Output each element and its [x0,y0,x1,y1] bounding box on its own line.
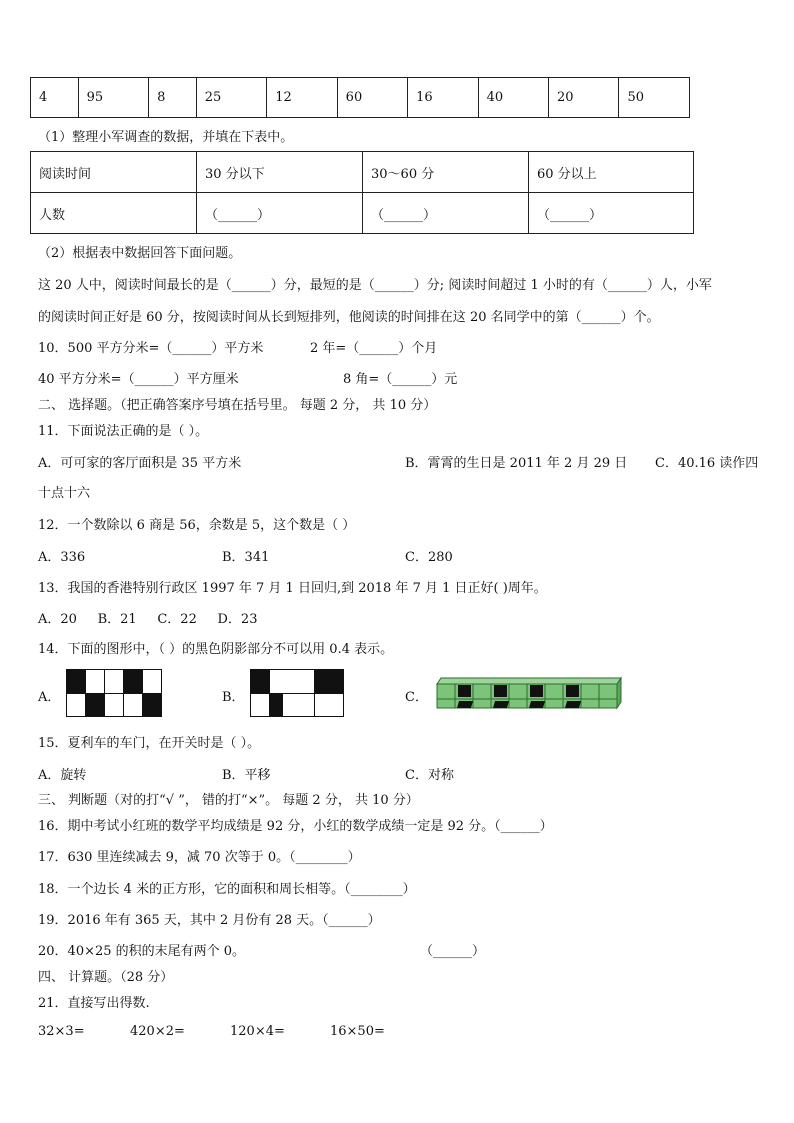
header-cell: 阅读时间 [31,152,197,193]
question-15-option-c: C．对称 [405,768,454,783]
data-cell: 12 [267,78,337,118]
section-3-heading: 三、 判断题（对的打“√ ”， 错的打“×”。 每题 2 分， 共 10 分） [38,793,419,808]
cube-strip-top [437,678,621,684]
question-9-part2: （2）根据表中数据回答下面问题。 [38,246,242,261]
data-cell: 60 [337,78,407,118]
question-15: 15．夏利车的车门，在开关时是（ ）。 [38,736,261,751]
section-2-heading: 二、 选择题。（把正确答案序号填在括号里。 每题 2 分， 共 10 分） [38,398,437,413]
data-cell: 8 [149,78,197,118]
question-12-option-b: B．341 [222,550,270,565]
calc-item: 32×3= [38,1024,85,1039]
section-4-heading: 四、 计算题。（28 分） [38,970,174,985]
answer-blank[interactable]: （______） [363,193,529,234]
calc-item: 16×50= [330,1024,385,1039]
question-10a: 10．500 平方分米=（______）平方米 [38,341,264,356]
question-14-option-b-label: B． [222,690,245,705]
question-10c: 40 平方分米=（______）平方厘米 [38,372,239,387]
question-12: 12．一个数除以 6 商是 56，余数是 5，这个数是（ ） [38,518,356,533]
row-label: 人数 [31,193,197,234]
header-cell: 60 分以上 [529,152,694,193]
question-11: 11．下面说法正确的是（ ）。 [38,424,209,439]
question-9-text-line1: 这 20 人中，阅读时间最长的是（______）分，最短的是（______）分; 阅读时间超过 1 小时的有（______）人，小军 [38,278,712,293]
answer-blank[interactable]: （______） [529,193,694,234]
question-20: 20．40×25 的积的末尾有两个 0。 [38,944,246,959]
question-14: 14．下面的图形中，（ ）的黑色阴影部分不可以用 0.4 表示。 [38,642,394,657]
cube-strip-c [433,675,623,711]
question-14-option-c-label: C． [405,690,428,705]
question-21: 21．直接写出得数. [38,996,150,1011]
question-14-option-a-label: A． [38,690,61,705]
question-11-option-c: C．40.16 读作四 [655,456,759,471]
calc-item: 420×2= [130,1024,185,1039]
question-9-part1: （1）整理小军调查的数据，并填在下表中。 [38,130,294,145]
header-cell: 30～60 分 [363,152,529,193]
question-17: 17．630 里连续减去 9，减 70 次等于 0。（________） [38,850,361,865]
data-cell: 4 [31,78,79,118]
question-10d: 8 角=（______）元 [343,372,458,387]
data-cell: 16 [408,78,478,118]
data-cell: 50 [619,78,690,118]
data-cell: 20 [549,78,619,118]
header-cell: 30 分以下 [197,152,363,193]
question-11-option-c-cont: 十点十六 [38,486,91,501]
data-cell: 25 [196,78,266,118]
data-table [30,77,690,118]
question-19: 19．2016 年有 365 天，其中 2 月份有 28 天。（______） [38,913,381,928]
calc-item: 120×4= [230,1024,285,1039]
data-cell: 95 [78,78,148,118]
answer-blank[interactable]: （______） [197,193,363,234]
shaded-grid-b [250,669,344,717]
shaded-grid-a [66,669,162,717]
question-11-option-b: B．霄霄的生日是 2011 年 2 月 29 日 [405,456,628,471]
question-18: 18．一个边长 4 米的正方形，它的面积和周长相等。（________） [38,882,416,897]
data-cell: 40 [478,78,548,118]
question-15-option-b: B．平移 [222,768,271,783]
question-15-option-a: A．旋转 [38,768,87,783]
question-9-text-line2: 的阅读时间正好是 60 分，按阅读时间从长到短排列，他阅读的时间排在这 20 名同学中的第（______）个。 [38,310,660,325]
question-10b: 2 年=（______）个月 [310,341,438,356]
question-20-answer-blank[interactable]: （______） [420,944,486,959]
question-13-options: A．20 B．21 C．22 D．23 [38,612,258,627]
summary-table [30,151,694,234]
question-12-option-a: A．336 [38,550,86,565]
question-16: 16．期中考试小红班的数学平均成绩是 92 分，小红的数学成绩一定是 92 分。（______） [38,819,553,834]
question-11-option-a: A．可可家的客厅面积是 35 平方米 [38,456,242,471]
question-12-option-c: C．280 [405,550,453,565]
question-13: 13．我国的香港特别行政区 1997 年 7 月 1 日回归,到 2018 年 7 月 1 日正好( )周年。 [38,581,547,596]
